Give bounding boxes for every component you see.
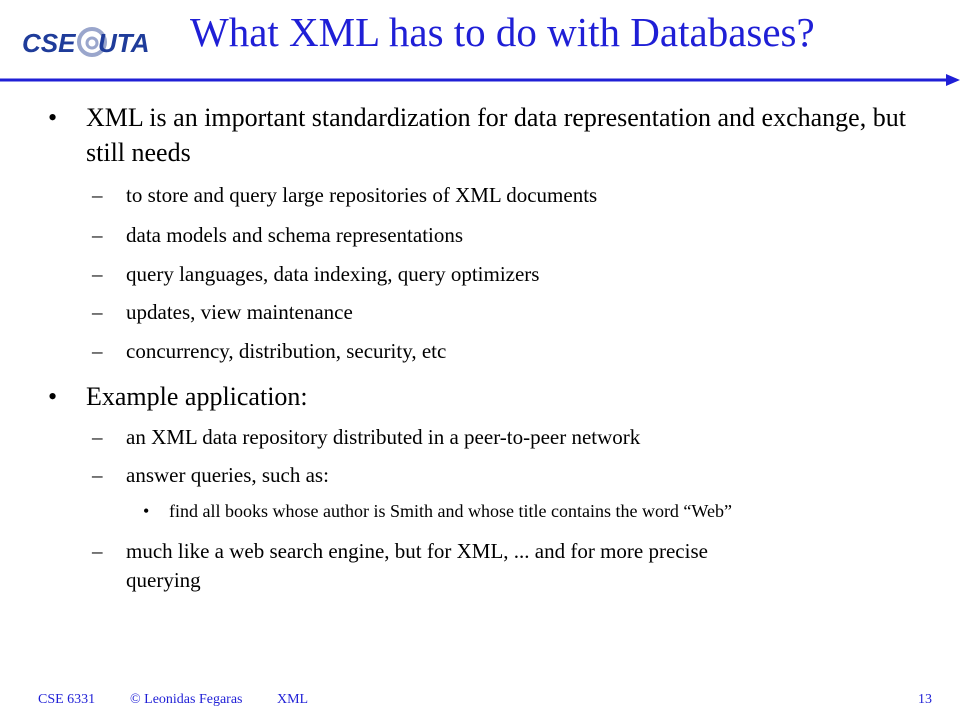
rule-arrow-icon	[946, 74, 960, 86]
bullet-text: Example application:	[86, 382, 308, 411]
sub-bullet-text: an XML data repository distributed in a peer-to-peer network	[126, 425, 641, 449]
cse-uta-logo	[22, 22, 152, 62]
dash-glyph: –	[92, 539, 103, 563]
sub-bullet-text: much like a web search engine, but for XML, ... and for more precise	[126, 539, 708, 563]
dash-glyph: –	[92, 183, 103, 207]
sub-bullet-text: answer queries, such as:	[126, 463, 329, 487]
dash-glyph: –	[92, 339, 103, 363]
title-rule	[0, 73, 960, 87]
dash-glyph: –	[92, 463, 103, 487]
dash-glyph: –	[92, 223, 103, 247]
footer-topic: XML	[277, 692, 309, 707]
logo-at-core	[87, 38, 97, 48]
bullet-dot: •	[48, 382, 58, 411]
logo-text-right: UTA	[98, 28, 150, 58]
slide-title: What XML has to do with Databases?	[190, 9, 815, 55]
sub-bullet-text: querying	[126, 568, 201, 592]
sub-bullet-text: concurrency, distribution, security, etc	[126, 339, 447, 363]
dash-glyph: –	[92, 425, 103, 449]
footer-page-number: 13	[918, 692, 932, 707]
bullet-text: XML is an important standardization for data representation and exchange, but still needs	[86, 103, 906, 167]
dash-glyph: –	[92, 300, 103, 324]
sub-bullet-text: to store and query large repositories of XML documents	[126, 183, 598, 207]
bullet-dot: •	[48, 103, 58, 132]
sub-bullet-text: updates, view maintenance	[126, 300, 353, 324]
footer-author: © Leonidas Fegaras	[130, 692, 243, 707]
sub-bullet-text: data models and schema representations	[126, 223, 464, 247]
bullet-dot: •	[143, 501, 150, 521]
sub-bullet-text: query languages, data indexing, query optimizers	[126, 262, 540, 286]
sub-sub-bullet-text: find all books whose author is Smith and whose title contains the word “Web”	[169, 501, 732, 521]
logo-text-left: CSE	[22, 28, 76, 58]
dash-glyph: –	[92, 262, 103, 286]
footer-course: CSE 6331	[38, 692, 96, 707]
